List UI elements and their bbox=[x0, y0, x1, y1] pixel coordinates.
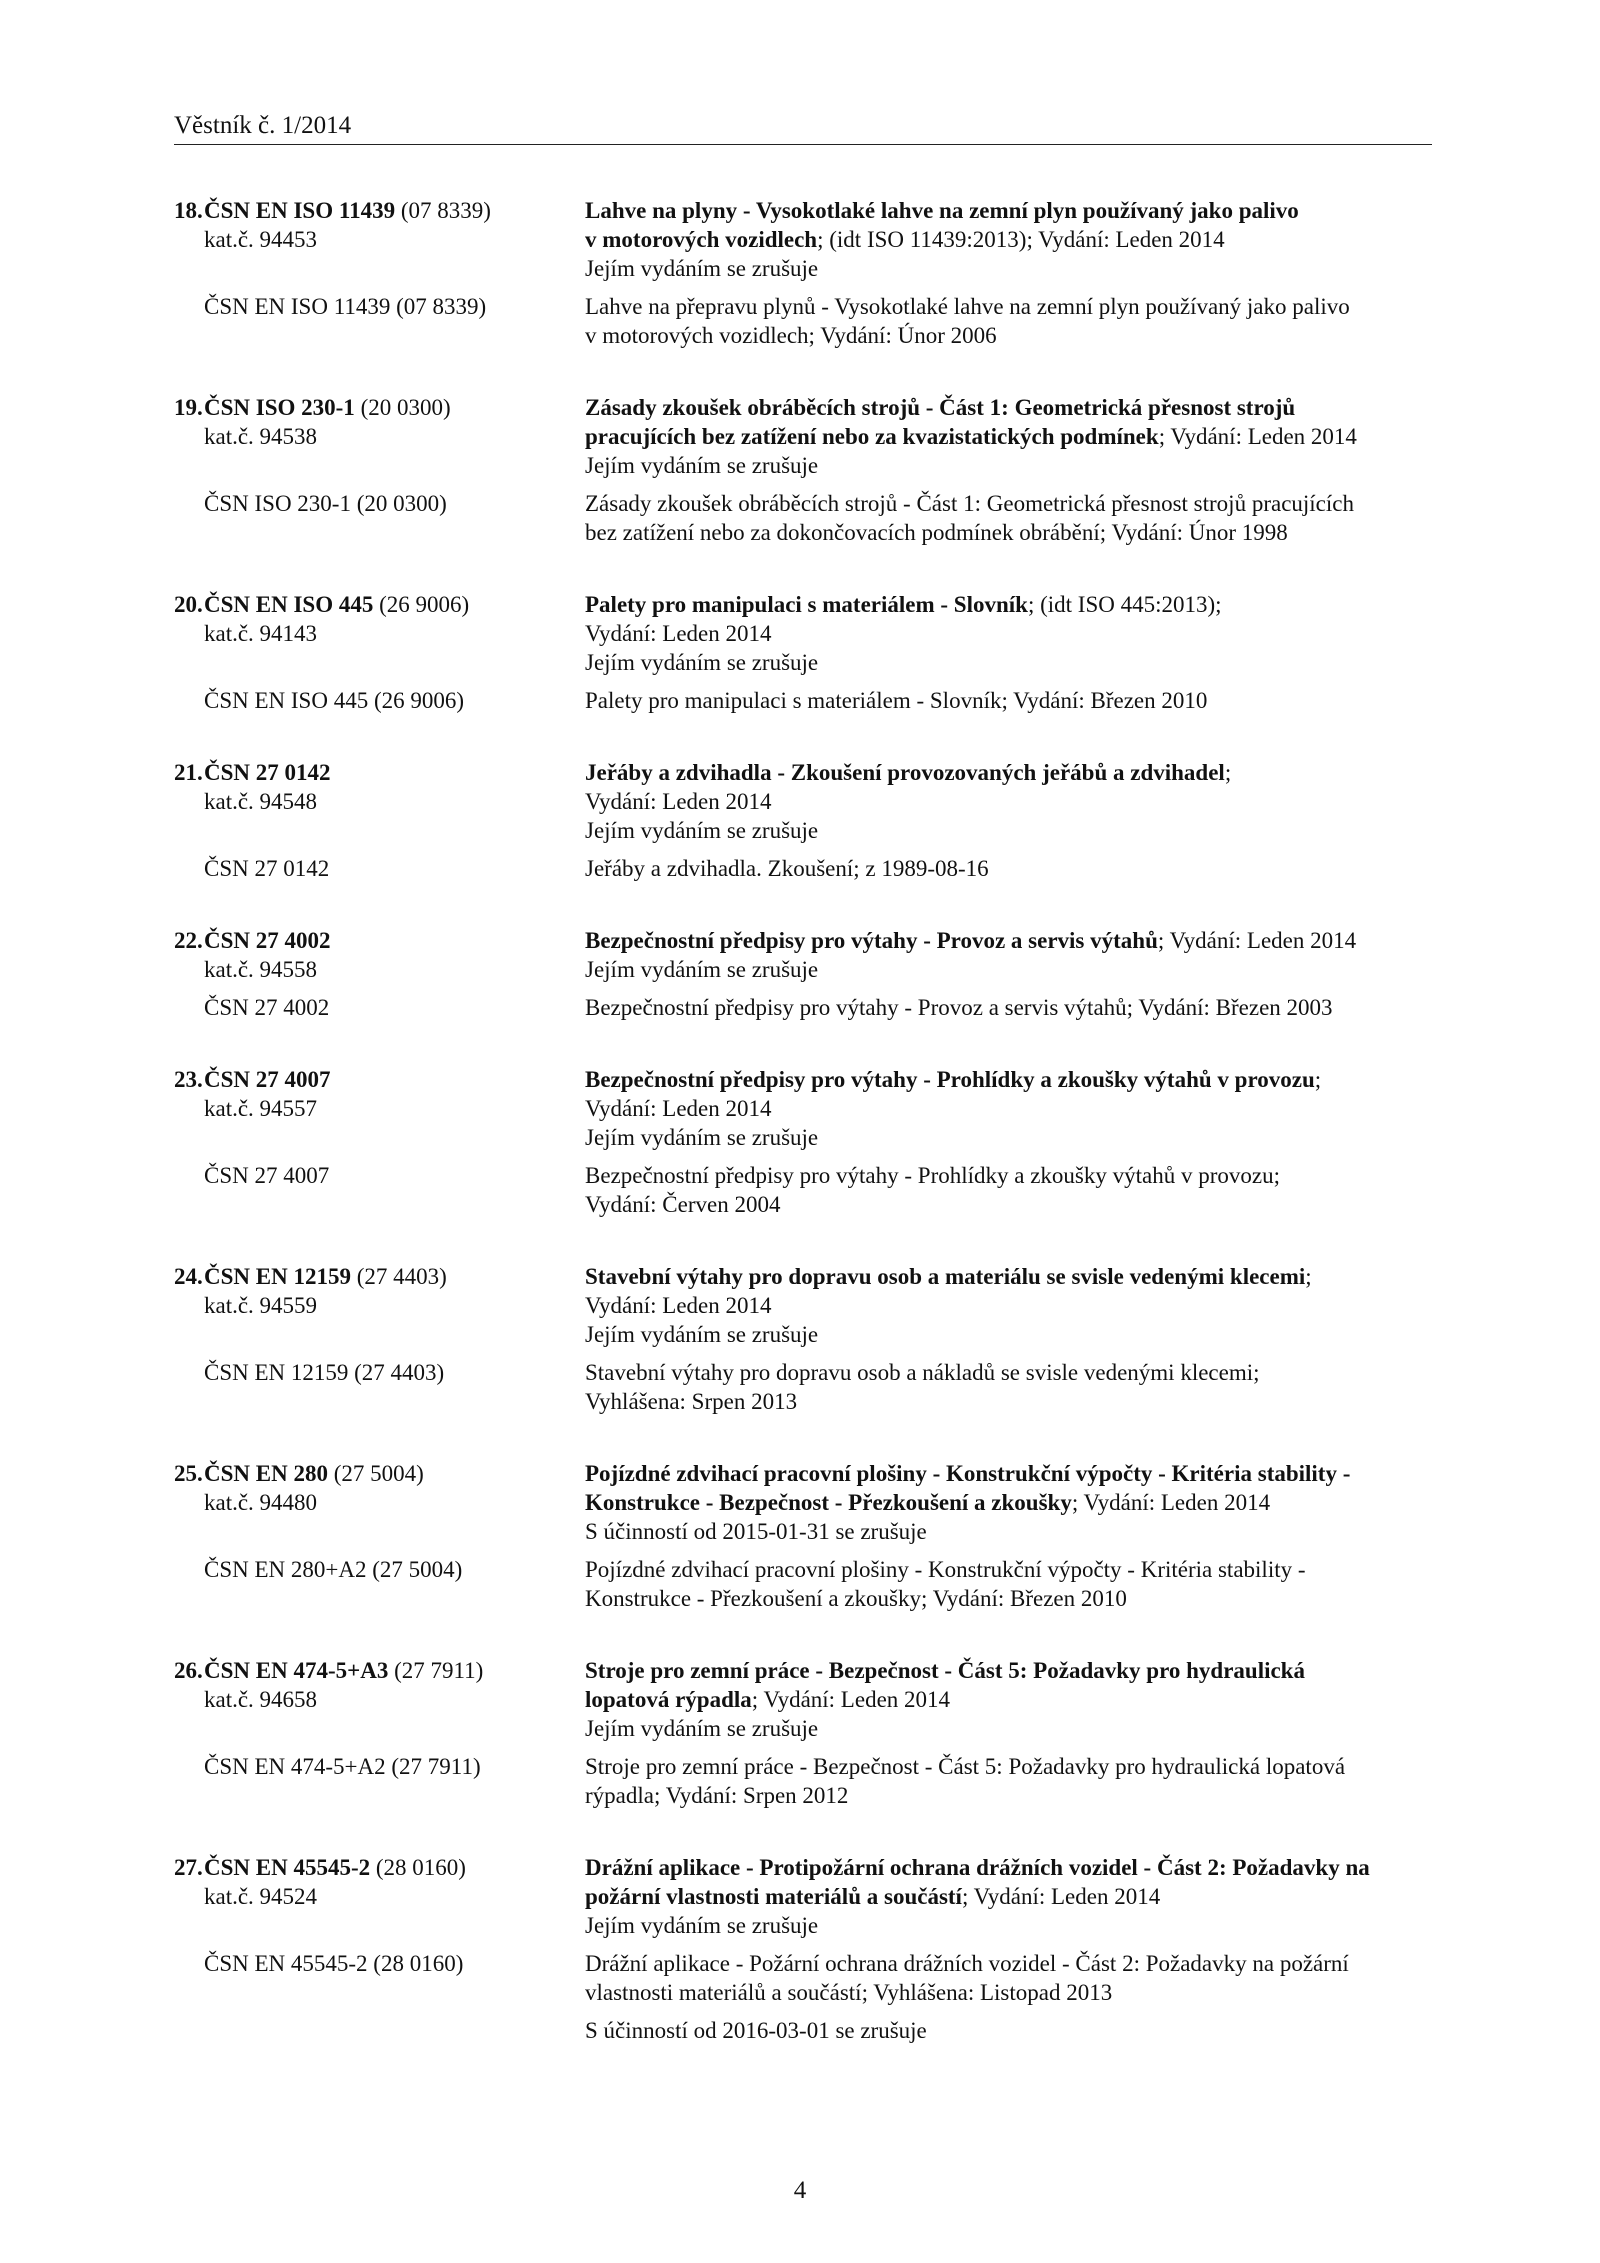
replaced-standard-code: ČSN EN 474-5+A2 (27 7911) bbox=[204, 1754, 481, 1779]
page-header bbox=[174, 110, 1432, 145]
classification-code: (27 5004) bbox=[333, 1461, 424, 1486]
title-bold-text: Pojízdné zdvihací pracovní plošiny - Konstrukční výpočty - Kritéria stability - bbox=[585, 1461, 1351, 1486]
entry-number: 26. bbox=[174, 1658, 203, 1683]
replaced-title-line: rýpadla; Vydání: Srpen 2012 bbox=[585, 1783, 849, 1808]
title-bold-text: lopatová rýpadla bbox=[585, 1687, 752, 1712]
title-bold-text: Lahve na plyny - Vysokotlaké lahve na zemní plyn používaný jako palivo bbox=[585, 198, 1299, 223]
status-text: Jejím vydáním se zrušuje bbox=[585, 1322, 819, 1347]
standard-entry bbox=[174, 1853, 1432, 2045]
replaced-title-line: Stroje pro zemní práce - Bezpečnost - Část 5: Požadavky pro hydraulická lopatová bbox=[585, 1754, 1346, 1779]
replaced-standard-code: ČSN 27 4002 bbox=[204, 995, 330, 1020]
title-bold-text: Stavební výtahy pro dopravu osob a materiálu se svisle vedenými klecemi bbox=[585, 1264, 1306, 1289]
title-rest-text: ; Vydání: Leden 2014 bbox=[961, 1884, 1161, 1909]
entry-number: 19. bbox=[174, 395, 203, 420]
catalog-number: kat.č. 94558 bbox=[204, 957, 318, 982]
replaced-title-line: Vydání: Červen 2004 bbox=[585, 1192, 781, 1217]
replaced-standard-title bbox=[585, 1949, 1432, 2045]
status-text: Jejím vydáním se zrušuje bbox=[585, 1913, 819, 1938]
standard-entry bbox=[174, 1459, 1432, 1613]
standard-id-block bbox=[174, 1065, 585, 1152]
title-bold-text: Konstrukce - Bezpečnost - Přezkoušení a zkoušky bbox=[585, 1490, 1072, 1515]
classification-code: (27 4403) bbox=[356, 1264, 447, 1289]
standard-entry bbox=[174, 1656, 1432, 1810]
classification-code: (20 0300) bbox=[360, 395, 451, 420]
status-text: Jejím vydáním se zrušuje bbox=[585, 957, 819, 982]
entry-number: 24. bbox=[174, 1264, 203, 1289]
standard-code: ČSN EN 12159 bbox=[204, 1264, 351, 1289]
standard-code: ČSN 27 0142 bbox=[204, 760, 331, 785]
replaced-standard-code: ČSN EN ISO 445 (26 9006) bbox=[204, 688, 465, 713]
standard-entry bbox=[174, 1262, 1432, 1416]
classification-code: (27 7911) bbox=[394, 1658, 484, 1683]
replaced-standard-title bbox=[585, 1752, 1432, 1810]
title-rest-text: ; Vydání: Leden 2014 bbox=[1158, 424, 1357, 449]
standard-id-block bbox=[174, 926, 585, 984]
standard-id-block bbox=[174, 1262, 585, 1349]
replaced-title-line: vlastnosti materiálů a součástí; Vyhlášena: Listopad 2013 bbox=[585, 1980, 1113, 2005]
replaced-standard-code: ČSN 27 0142 bbox=[204, 856, 330, 881]
replaced-standard-code: ČSN EN 12159 (27 4403) bbox=[204, 1360, 445, 1385]
standard-code: ČSN EN 45545-2 bbox=[204, 1855, 371, 1880]
classification-code: (07 8339) bbox=[400, 198, 491, 223]
status-text: Jejím vydáním se zrušuje bbox=[585, 650, 819, 675]
replaced-standard-code: ČSN EN 45545-2 (28 0160) bbox=[204, 1951, 464, 1976]
title-bold-text: v motorových vozidlech bbox=[585, 227, 818, 252]
title-rest-text: Vydání: Leden 2014 bbox=[585, 1293, 772, 1318]
title-rest-text: Vydání: Leden 2014 bbox=[585, 621, 772, 646]
title-bold-text: Zásady zkoušek obráběcích strojů - Část 1: Geometrická přesnost strojů bbox=[585, 395, 1296, 420]
replaced-standard-code: ČSN ISO 230-1 (20 0300) bbox=[204, 491, 447, 516]
standard-code: ČSN EN 474-5+A3 bbox=[204, 1658, 389, 1683]
title-bold-text: Bezpečnostní předpisy pro výtahy - Prohlídky a zkoušky výtahů v provozu bbox=[585, 1067, 1315, 1092]
replaced-title-line: Konstrukce - Přezkoušení a zkoušky; Vydání: Březen 2010 bbox=[585, 1586, 1127, 1611]
entry-number: 20. bbox=[174, 592, 203, 617]
replaced-title-line: Lahve na přepravu plynů - Vysokotlaké lahve na zemní plyn používaný jako palivo bbox=[585, 294, 1350, 319]
entry-number: 23. bbox=[174, 1067, 203, 1092]
catalog-number: kat.č. 94453 bbox=[204, 227, 318, 252]
catalog-number: kat.č. 94557 bbox=[204, 1096, 318, 1121]
standard-title-block bbox=[585, 590, 1432, 677]
standard-code: ČSN EN ISO 445 bbox=[204, 592, 374, 617]
title-rest-text: Vydání: Leden 2014 bbox=[585, 789, 772, 814]
catalog-number: kat.č. 94524 bbox=[204, 1884, 318, 1909]
title-bold-text: Drážní aplikace - Protipožární ochrana drážních vozidel - Část 2: Požadavky na bbox=[585, 1855, 1370, 1880]
entry-number: 21. bbox=[174, 760, 203, 785]
catalog-number: kat.č. 94143 bbox=[204, 621, 318, 646]
replaced-title-line: Vyhlášena: Srpen 2013 bbox=[585, 1389, 798, 1414]
replaced-standard-title bbox=[585, 854, 1432, 883]
standard-entry bbox=[174, 926, 1432, 1022]
replaced-title-line: Palety pro manipulaci s materiálem - Slovník; Vydání: Březen 2010 bbox=[585, 688, 1208, 713]
page-number: 4 bbox=[793, 2177, 807, 2204]
standard-code: ČSN 27 4002 bbox=[204, 928, 331, 953]
standard-title-block bbox=[585, 393, 1432, 480]
replaced-standard-title bbox=[585, 1358, 1432, 1416]
standard-title-block bbox=[585, 1853, 1432, 1940]
replaced-standard-title bbox=[585, 292, 1432, 350]
standard-id-block bbox=[174, 1459, 585, 1546]
entry-number: 27. bbox=[174, 1855, 203, 1880]
title-rest-text: ; bbox=[1314, 1067, 1322, 1092]
entry-number: 18. bbox=[174, 198, 203, 223]
title-rest-text: ; Vydání: Leden 2014 bbox=[1157, 928, 1357, 953]
replaced-standard-code: ČSN 27 4007 bbox=[204, 1163, 330, 1188]
replaced-standard-title bbox=[585, 686, 1432, 715]
status-text: Jejím vydáním se zrušuje bbox=[585, 453, 819, 478]
replaced-standard-title bbox=[585, 489, 1432, 547]
title-bold-text: Stroje pro zemní práce - Bezpečnost - Část 5: Požadavky pro hydraulická bbox=[585, 1658, 1305, 1683]
title-bold-text: požární vlastnosti materiálů a součástí bbox=[585, 1884, 962, 1909]
replaced-standard-title bbox=[585, 1555, 1432, 1613]
standard-code: ČSN 27 4007 bbox=[204, 1067, 331, 1092]
standard-title-block bbox=[585, 1459, 1432, 1546]
replaced-standard-title bbox=[585, 993, 1432, 1022]
standard-entry bbox=[174, 758, 1432, 883]
replaced-title-line: Bezpečnostní předpisy pro výtahy - Provoz a servis výtahů; Vydání: Březen 2003 bbox=[585, 995, 1333, 1020]
standard-title-block bbox=[585, 1262, 1432, 1349]
classification-code: (28 0160) bbox=[375, 1855, 466, 1880]
replaced-standard-code: ČSN EN ISO 11439 (07 8339) bbox=[204, 294, 487, 319]
standard-code: ČSN ISO 230-1 bbox=[204, 395, 355, 420]
replaced-title-line: Jeřáby a zdvihadla. Zkoušení; z 1989-08-16 bbox=[585, 856, 989, 881]
entry-number: 22. bbox=[174, 928, 203, 953]
title-rest-text: ; Vydání: Leden 2014 bbox=[1071, 1490, 1271, 1515]
standard-code: ČSN EN 280 bbox=[204, 1461, 328, 1486]
entry-number: 25. bbox=[174, 1461, 203, 1486]
standard-title-block bbox=[585, 1656, 1432, 1743]
bulletin-title: Věstník č. 1/2014 bbox=[174, 112, 352, 139]
catalog-number: kat.č. 94559 bbox=[204, 1293, 318, 1318]
title-bold-text: Bezpečnostní předpisy pro výtahy - Provoz a servis výtahů bbox=[585, 928, 1158, 953]
replaced-title-line: Bezpečnostní předpisy pro výtahy - Prohlídky a zkoušky výtahů v provozu; bbox=[585, 1163, 1280, 1188]
replaced-title-line: bez zatížení nebo za dokončovacích podmínek obrábění; Vydání: Únor 1998 bbox=[585, 520, 1288, 545]
standard-entry bbox=[174, 1065, 1432, 1219]
replaced-title-line: v motorových vozidlech; Vydání: Únor 2006 bbox=[585, 323, 997, 348]
additional-status-text: S účinností od 2016-03-01 se zrušuje bbox=[585, 2018, 927, 2043]
status-text: Jejím vydáním se zrušuje bbox=[585, 1125, 819, 1150]
standard-code: ČSN EN ISO 11439 bbox=[204, 198, 396, 223]
standards-list bbox=[174, 196, 1432, 2088]
catalog-number: kat.č. 94538 bbox=[204, 424, 318, 449]
title-rest-text: ; Vydání: Leden 2014 bbox=[751, 1687, 951, 1712]
standard-id-block bbox=[174, 1853, 585, 1940]
status-text: Jejím vydáním se zrušuje bbox=[585, 256, 819, 281]
standard-title-block bbox=[585, 758, 1432, 845]
title-bold-text: pracujících bez zatížení nebo za kvazistatických podmínek bbox=[585, 424, 1159, 449]
catalog-number: kat.č. 94658 bbox=[204, 1687, 318, 1712]
replaced-title-line: Stavební výtahy pro dopravu osob a nákladů se svisle vedenými klecemi; bbox=[585, 1360, 1260, 1385]
title-rest-text: ; bbox=[1305, 1264, 1312, 1289]
title-bold-text: Jeřáby a zdvihadla - Zkoušení provozovaných jeřábů a zdvihadel bbox=[585, 760, 1225, 785]
title-rest-text: ; (idt ISO 445:2013); bbox=[1027, 592, 1222, 617]
standard-id-block bbox=[174, 196, 585, 283]
standard-entry bbox=[174, 393, 1432, 547]
title-rest-text: ; (idt ISO 11439:2013); Vydání: Leden 2014 bbox=[817, 227, 1225, 252]
status-text: Jejím vydáním se zrušuje bbox=[585, 1716, 819, 1741]
standard-id-block bbox=[174, 758, 585, 845]
replaced-title-line: Pojízdné zdvihací pracovní plošiny - Konstrukční výpočty - Kritéria stability - bbox=[585, 1557, 1306, 1582]
standard-entry bbox=[174, 590, 1432, 715]
replaced-title-line: Zásady zkoušek obráběcích strojů - Část 1: Geometrická přesnost strojů pracujících bbox=[585, 491, 1354, 516]
standard-title-block bbox=[585, 926, 1432, 984]
catalog-number: kat.č. 94480 bbox=[204, 1490, 318, 1515]
replaced-standard-code: ČSN EN 280+A2 (27 5004) bbox=[204, 1557, 463, 1582]
status-text: S účinností od 2015-01-31 se zrušuje bbox=[585, 1519, 927, 1544]
standard-entry bbox=[174, 196, 1432, 350]
replaced-title-line: Drážní aplikace - Požární ochrana drážních vozidel - Část 2: Požadavky na požární bbox=[585, 1951, 1349, 1976]
standard-id-block bbox=[174, 393, 585, 480]
catalog-number: kat.č. 94548 bbox=[204, 789, 318, 814]
standard-id-block bbox=[174, 590, 585, 677]
title-bold-text: Palety pro manipulaci s materiálem - Slovník bbox=[585, 592, 1028, 617]
standard-title-block bbox=[585, 196, 1432, 283]
title-rest-text: Vydání: Leden 2014 bbox=[585, 1096, 772, 1121]
status-text: Jejím vydáním se zrušuje bbox=[585, 818, 819, 843]
standard-id-block bbox=[174, 1656, 585, 1743]
replaced-standard-title bbox=[585, 1161, 1432, 1219]
standard-title-block bbox=[585, 1065, 1432, 1152]
title-rest-text: ; bbox=[1224, 760, 1232, 785]
classification-code: (26 9006) bbox=[379, 592, 470, 617]
